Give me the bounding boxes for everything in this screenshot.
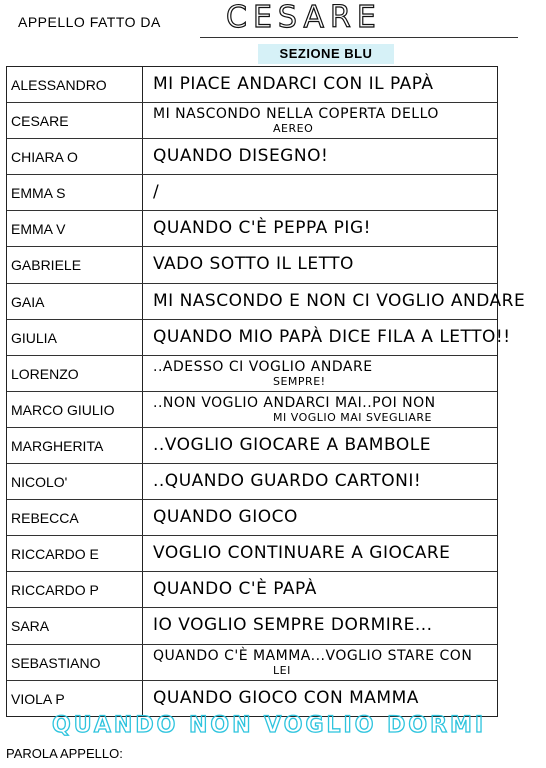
student-name: MARGHERITA <box>7 428 143 463</box>
student-name: EMMA V <box>7 211 143 246</box>
student-answer <box>147 139 497 174</box>
answer-text: VADO SOTTO IL LETTO <box>153 254 354 275</box>
answer-text: IO VOGLIO SEMPRE DORMIRE... <box>153 615 433 636</box>
table-row <box>7 175 497 211</box>
answer-text: MI PIACE ANDARCI CON IL PAPÀ <box>153 74 434 94</box>
answer-continuation: MI VOGLIO MAI SVEGLIARE <box>273 410 433 424</box>
table-row <box>7 681 497 717</box>
student-answer <box>147 428 497 463</box>
student-name: MARCO GIULIO <box>7 392 143 427</box>
student-answer <box>147 175 497 210</box>
table-row <box>7 645 497 681</box>
answer-continuation: AEREO <box>273 122 314 136</box>
table-row <box>7 320 511 356</box>
student-name: LORENZO <box>7 356 143 391</box>
student-answer <box>147 681 497 717</box>
answer-text: QUANDO GIOCO CON MAMMA <box>153 687 419 708</box>
student-answer <box>147 572 497 607</box>
table-row <box>7 464 497 500</box>
student-name: SEBASTIANO <box>7 645 143 680</box>
student-name: CHIARA O <box>7 139 143 174</box>
student-name: RICCARDO E <box>7 536 143 571</box>
answer-text: QUANDO MIO PAPÀ DICE FILA A LETTO!! <box>153 326 511 347</box>
student-answer <box>147 247 497 282</box>
student-name: GAIA <box>7 284 143 319</box>
table-row <box>7 392 497 428</box>
answer-text: / <box>153 182 160 203</box>
answer-text: VOGLIO CONTINUARE A GIOCARE <box>153 543 451 564</box>
table-row <box>7 103 497 139</box>
student-answer <box>147 608 497 643</box>
student-answer <box>147 211 497 246</box>
answer-text: QUANDO C'È PEPPA PIG! <box>153 218 371 239</box>
student-name: NICOLO' <box>7 464 143 499</box>
section-title: SEZIONE BLU <box>258 44 394 64</box>
student-answer <box>147 103 497 140</box>
student-name: GIULIA <box>7 320 143 355</box>
answer-text: QUANDO C'È PAPÀ <box>153 579 317 600</box>
student-answer <box>147 356 497 393</box>
answer-text: QUANDO DISEGNO! <box>153 146 329 167</box>
table-row <box>7 500 497 536</box>
table-row <box>7 536 497 572</box>
roster-table <box>6 66 526 717</box>
footer-label: PAROLA APPELLO: <box>6 746 123 761</box>
student-name: ALESSANDRO <box>7 67 143 102</box>
header-name: CESARE <box>226 0 382 35</box>
table-row <box>7 572 497 608</box>
student-name: GABRIELE <box>7 247 143 282</box>
student-name: VIOLA P <box>7 681 143 717</box>
answer-text: ..QUANDO GUARDO CARTONI! <box>153 471 422 492</box>
answer-text: ..ADESSO CI VOGLIO ANDARE <box>153 358 373 375</box>
table-row <box>7 139 497 175</box>
student-name: SARA <box>7 608 143 643</box>
answer-text: ..VOGLIO GIOCARE A BAMBOLE <box>153 434 431 455</box>
table-row <box>7 356 497 392</box>
student-answer <box>147 320 511 355</box>
student-answer <box>147 67 497 102</box>
table-row <box>7 284 526 320</box>
answer-text: MI NASCONDO NELLA COPERTA DELLO <box>153 106 439 123</box>
answer-text: MI NASCONDO E NON CI VOGLIO ANDARE <box>153 290 526 311</box>
student-answer <box>147 284 526 319</box>
table-row <box>7 428 497 464</box>
student-answer <box>147 536 497 571</box>
student-answer <box>147 392 497 429</box>
footer-question: QUANDO NON VOGLIO DORMI <box>52 713 487 738</box>
student-answer <box>147 464 497 499</box>
student-name: RICCARDO P <box>7 572 143 607</box>
answer-continuation: SEMPRE! <box>273 374 326 388</box>
student-answer <box>147 500 497 535</box>
header-label: APPELLO FATTO DA <box>18 14 161 30</box>
student-name: CESARE <box>7 103 143 138</box>
student-name: EMMA S <box>7 175 143 210</box>
student-answer <box>147 645 497 682</box>
table-row <box>7 211 497 247</box>
student-name: REBECCA <box>7 500 143 535</box>
answer-text: QUANDO C'È MAMMA...VOGLIO STARE CON <box>153 647 473 664</box>
answer-text: QUANDO GIOCO <box>153 507 298 528</box>
answer-continuation: LEI <box>273 663 291 677</box>
header-underline <box>200 37 518 38</box>
table-row <box>7 608 497 644</box>
answer-text: ..NON VOGLIO ANDARCI MAI..POI NON <box>153 394 436 411</box>
table-row <box>7 67 497 103</box>
table-row <box>7 247 497 283</box>
